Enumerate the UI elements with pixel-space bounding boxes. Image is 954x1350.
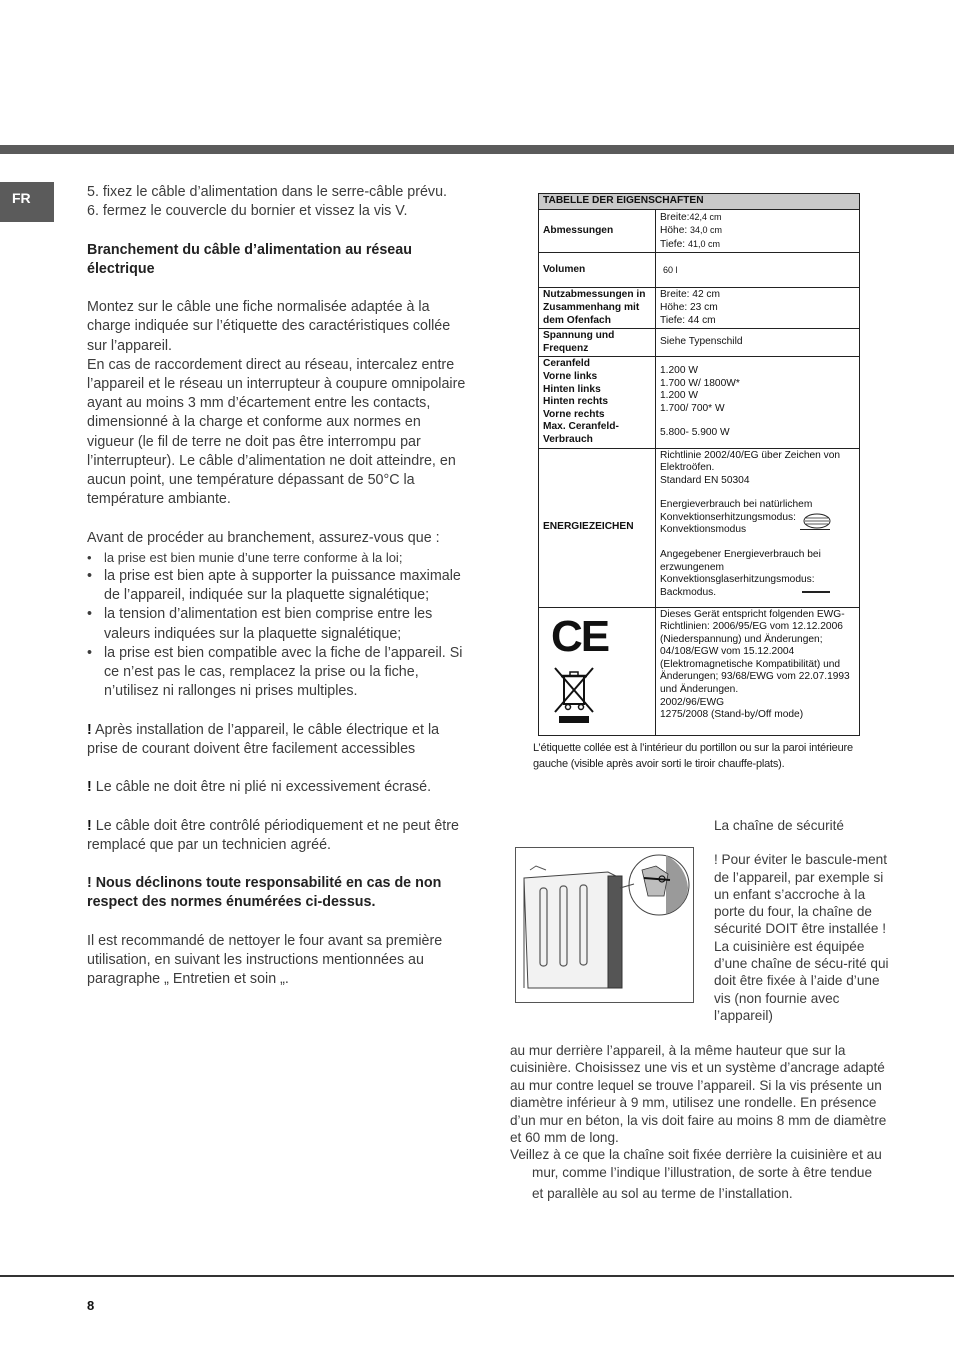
bullet-item: • la prise est bien munie d’une terre conforme à la loi; [87, 548, 467, 567]
safety-chain-description: La cuisinière est équipée d’une chaîne de sécu-rité qui doit être fixée à l’aide d’une vis (non fournie avec l’appareil) [714, 938, 889, 1023]
energy-label-icon [802, 512, 832, 530]
left-column [87, 183, 467, 989]
safety-chain-continuation [510, 1042, 895, 1203]
paragraph-plug: Montez sur le câble une fiche normalisée adaptée à la charge indiquée sur l’étiquette des caractéristiques collée sur l’appareil. [87, 299, 451, 354]
safety-chain-text [714, 817, 894, 1024]
paragraph-before-connection: Avant de procéder au branchement, assurez-vous que : [87, 529, 440, 546]
spec-table [538, 193, 860, 736]
bullet-item: • la prise est bien compatible avec la fiche de l’appareil. Si ce n’est pas le cas, remplacez la prise ou la fiche, n’utilisez ni rallonges ni prises multiples. [87, 644, 467, 702]
footer-divider [0, 1275, 954, 1277]
warning-bent: ! Le câble ne doit être ni plié ni excessivement écrasé. [87, 779, 432, 796]
spec-table-title: TABELLE DER EIGENSCHAFTEN [539, 194, 860, 210]
safety-chain-illustration [515, 847, 694, 1003]
paragraph-cleaning: Il est recommandé de nettoyer le four avant sa première utilisation, en suivant les instructions mentionnées au paragraphe „ Entretien et soin „. [87, 932, 443, 988]
safety-chain-final-line-3: et parallèle au sol au terme de l’installation. [532, 1186, 793, 1202]
spec-label-voltage: Spannung und Frequenz [539, 329, 656, 357]
energy-value-line [802, 591, 830, 593]
spec-value-voltage: Siehe Typenschild [656, 329, 860, 357]
spec-label-marks [539, 607, 656, 735]
page-number: 8 [87, 1298, 95, 1313]
bullet-item: • la prise est bien apte à supporter la puissance maximale de l’appareil, indiquée sur la plaquette signalétique; [87, 567, 467, 605]
bullet-item: • la tension d’alimentation est bien comprise entre les valeurs indiquées sur la plaquette signalétique; [87, 605, 467, 643]
safety-chain-final-line-1: Veillez à ce que la chaîne soit fixée derrière la cuisinière et au [510, 1147, 882, 1163]
spec-value-energy: Richtlinie 2002/40/EG über Zeichen von Elektroöfen. Standard EN 50304 Energieverbrauch bei natürlichem Konvektionserhitzungsmodus: Konvektionsmodus Angegebener Energieverbrauch bei erzwungenem Konvektionsglaserhitzungsmodus: Backmodus. [656, 448, 860, 607]
spec-label-dimensions: Abmessungen [539, 209, 656, 253]
spec-value-ceranfeld: 1.200 W 1.700 W/ 1800W* 1.200 W 1.700/ 700* W 5.800- 5.900 W [656, 357, 860, 448]
top-divider-bar [0, 145, 954, 154]
label-caption: L’étiquette collée est à l’intérieur du portillon ou sur la paroi intérieure gauche (visible après avoir sorti le tiroir chauffe-plats). [533, 742, 853, 770]
spec-value-dimensions: Breite:42,4 cm Höhe: 34,0 cm Tiefe: 41,0 cm [656, 209, 860, 253]
safety-chain-warning: ! Pour éviter le bascule-ment de l’appareil, par exemple si un enfant s’accroche à la porte du four, la chaîne de sécurité DOIT être installée ! [714, 852, 888, 937]
paragraph-direct-connection: En cas de raccordement direct au réseau, intercalez entre l’appareil et le réseau un interrupteur à coupure omnipolaire ayant au moins 3 mm d’écartement entre les contacts, dimensionné à la charge et conforme aux normes en vigueur (le fil de terre ne doit pas être interrompu par l’interrupteur). Le câble d’alimentation ne doit atteindre, en aucun point, une température dépassant de 50°C la température ambiante. [87, 356, 466, 508]
spec-value-volume: 60 l [656, 253, 860, 288]
step-6: 6. fermez le couvercle du bornier et vissez la vis V. [87, 203, 408, 220]
warning-accessible: ! Après installation de l’appareil, le câble électrique et la prise de courant doivent être facilement accessibles [87, 721, 440, 757]
safety-chain-title: La chaîne de sécurité [714, 818, 844, 833]
ce-mark-icon: CE [551, 611, 609, 661]
spec-label-ceranfeld: Ceranfeld Vorne links Hinten links Hinten rechts Vorne rechts Max. Ceranfeld-Verbrauch [539, 357, 656, 448]
section-heading: Branchement du câble d’alimentation au réseau électrique [87, 241, 412, 277]
safety-chain-mounting: au mur derrière l’appareil, à la même hauteur que sur la cuisinière. Choisissez une vis et un système d’ancrage adapté au mur contre lequel se trouve l’appareil. Si la vis présente un diamètre inférieur à 9 mm, utilisez une rondelle. En présence d’un mur en béton, la vis doit faire au moins 8 mm de diamètre et 60 mm de long. [510, 1043, 887, 1146]
spec-value-usable-dimensions: Breite: 42 cm Höhe: 23 cm Tiefe: 44 cm [656, 288, 860, 329]
warning-liability: ! Nous déclinons toute responsabilité en cas de non respect des normes énumérées ci-dessus. [87, 875, 442, 911]
warning-technician: ! Le câble doit être contrôlé périodiquement et ne peut être remplacé que par un technicien agréé. [87, 817, 459, 853]
safety-chain-final-line-2: mur, comme l’indique l’illustration, de sorte à être tendue [532, 1164, 873, 1180]
weee-bin-icon [551, 666, 597, 724]
spec-label-usable-dimensions: Nutzabmessungen in Zusammenhang mit dem Ofenfach [539, 288, 656, 329]
energy-value-line [800, 529, 830, 530]
step-5: 5. fixez le câble d’alimentation dans le serre-câble prévu. [87, 184, 447, 200]
language-tab: FR [0, 182, 54, 222]
spec-value-directives: Dieses Gerät entspricht folgenden EWG-Richtlinien: 2006/95/EG vom 12.12.2006 (Niederspannung) und Änderungen; 04/108/EGW vom 15.12.2004 (Elektromagnetische Kompatibilität) und Änderungen; 93/68/EWG vom 22.07.1993 und Änderungen. 2002/96/EWG 1275/2008 (Stand-by/Off mode) [656, 607, 860, 735]
spec-label-energy: ENERGIEZEICHEN [539, 448, 656, 607]
spec-label-volume: Volumen [539, 253, 656, 288]
